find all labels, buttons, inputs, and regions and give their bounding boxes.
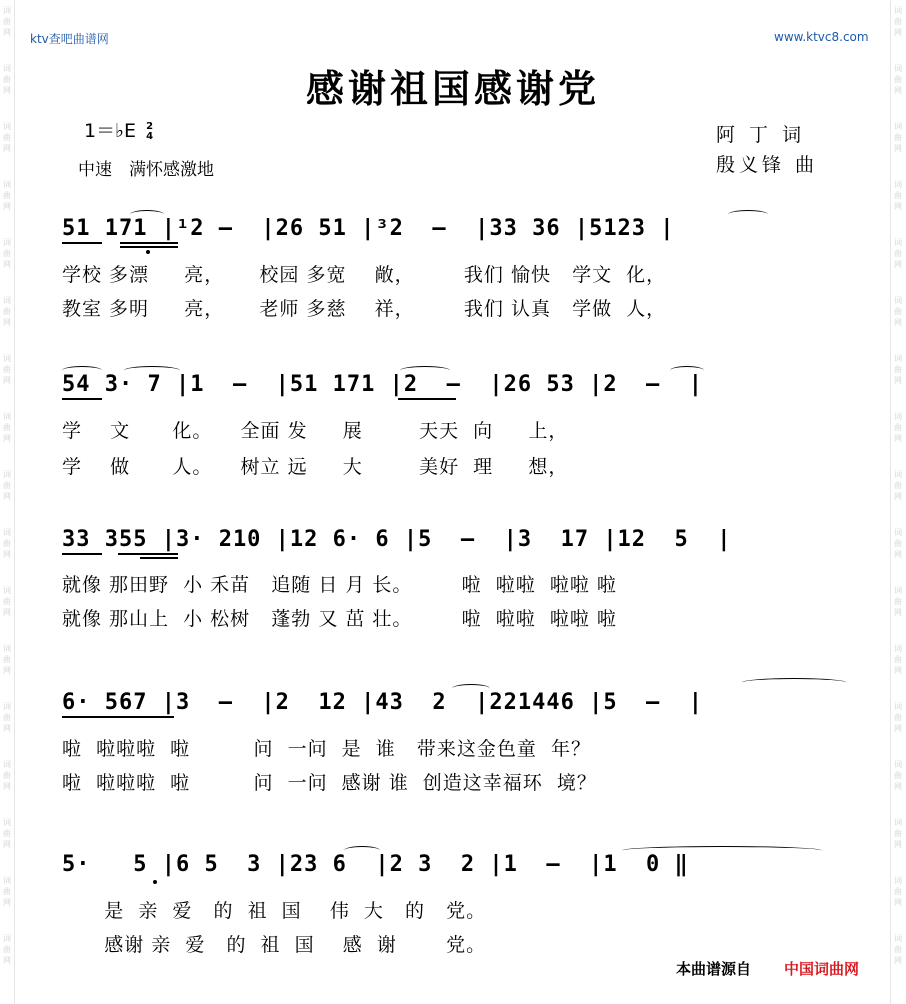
side-watermark-glyph: 词: [894, 412, 902, 421]
side-watermark-glyph: 词: [3, 122, 11, 131]
side-watermark-glyph: 曲: [894, 945, 902, 954]
side-watermark-glyph: 词: [894, 296, 902, 305]
side-watermark-glyph: 曲: [3, 655, 11, 664]
side-watermark-glyph: 词: [894, 586, 902, 595]
side-watermark-glyph: 网: [3, 956, 11, 965]
beam-underline: [398, 398, 456, 400]
side-watermark-glyph: 网: [894, 492, 902, 501]
side-watermark-glyph: 词: [894, 818, 902, 827]
side-watermark-glyph: 词: [3, 702, 11, 711]
side-watermark-glyph: 词: [3, 354, 11, 363]
side-watermark-glyph: 曲: [894, 133, 902, 142]
side-watermark-glyph: 网: [3, 144, 11, 153]
beam-underline: [62, 398, 102, 400]
side-watermark-glyph: 曲: [3, 481, 11, 490]
side-watermark-glyph: 词: [3, 876, 11, 885]
side-watermark-glyph: 词: [894, 238, 902, 247]
side-watermark-glyph: 词: [3, 180, 11, 189]
side-watermark-glyph: 网: [894, 956, 902, 965]
notation-line-3: 33 355 |3· 210 |12 6· 6 |5 – |3 17 |12 5 |: [62, 527, 732, 552]
slur-mark: [670, 366, 704, 375]
slur-mark: [344, 846, 380, 855]
side-watermark-glyph: 曲: [894, 655, 902, 664]
side-watermark-glyph: 词: [3, 412, 11, 421]
side-watermark-glyph: 词: [3, 586, 11, 595]
side-watermark-glyph: 网: [894, 666, 902, 675]
side-watermark-glyph: 网: [3, 898, 11, 907]
side-watermark-glyph: 曲: [3, 771, 11, 780]
side-watermark-glyph: 网: [894, 782, 902, 791]
side-watermark-glyph: 词: [894, 528, 902, 537]
side-watermark-glyph: 曲: [3, 945, 11, 954]
octave-dot: [153, 880, 157, 884]
side-watermark-glyph: 网: [3, 550, 11, 559]
side-watermark-glyph: 曲: [894, 481, 902, 490]
side-watermark-glyph: 网: [3, 260, 11, 269]
side-watermark-glyph: 网: [894, 898, 902, 907]
side-watermark-glyph: 网: [3, 608, 11, 617]
side-watermark-glyph: 曲: [3, 17, 11, 26]
side-watermark-glyph: 曲: [3, 365, 11, 374]
side-watermark-glyph: 曲: [3, 423, 11, 432]
side-watermark-glyph: 曲: [894, 423, 902, 432]
side-watermark-glyph: 曲: [894, 191, 902, 200]
side-watermark-glyph: 曲: [3, 829, 11, 838]
beam-underline: [62, 553, 102, 555]
side-watermark-glyph: 词: [894, 934, 902, 943]
side-watermark-glyph: 词: [3, 238, 11, 247]
side-watermark-glyph: 曲: [894, 713, 902, 722]
side-watermark-glyph: 词: [3, 528, 11, 537]
octave-dot: [146, 250, 150, 254]
side-watermark-glyph: 网: [3, 840, 11, 849]
side-watermark-glyph: 网: [3, 86, 11, 95]
side-watermark-glyph: 曲: [3, 307, 11, 316]
beam-underline: [120, 242, 178, 244]
site-watermark-left: ktv查吧曲谱网: [30, 32, 109, 46]
side-watermark-glyph: 词: [894, 64, 902, 73]
side-watermark-glyph: 曲: [894, 365, 902, 374]
lyric-line-3-verse1: 就像 那田野 小 禾苗 追随 日 月 长。 啦 啦啦 啦啦 啦: [62, 574, 617, 596]
side-watermark-glyph: 曲: [3, 539, 11, 548]
lyric-line-2-verse2: 学 做 人。 树立 远 大 美好 理 想，: [62, 456, 569, 478]
key-signature: [84, 116, 153, 143]
lyric-line-3-verse2: 就像 那山上 小 松树 蓬勃 又 茁 壮。 啦 啦啦 啦啦 啦: [62, 608, 617, 630]
side-watermark-glyph: 词: [3, 934, 11, 943]
slur-mark: [728, 210, 768, 219]
side-watermark-glyph: 网: [894, 144, 902, 153]
side-watermark-glyph: 词: [894, 354, 902, 363]
left-watermark-strip: [0, 0, 15, 1004]
side-watermark-glyph: 词: [3, 644, 11, 653]
side-watermark-glyph: 网: [3, 318, 11, 327]
side-watermark-glyph: 曲: [894, 307, 902, 316]
side-watermark-glyph: 词: [894, 876, 902, 885]
time-sig-top: 2: [146, 120, 154, 132]
side-watermark-glyph: 网: [894, 202, 902, 211]
side-watermark-glyph: 曲: [3, 191, 11, 200]
side-watermark-glyph: 网: [894, 434, 902, 443]
side-watermark-glyph: 网: [3, 666, 11, 675]
side-watermark-glyph: 网: [894, 28, 902, 37]
side-watermark-glyph: 词: [3, 818, 11, 827]
side-watermark-glyph: 网: [3, 376, 11, 385]
lyric-line-1-verse2: 教室 多明 亮， 老师 多慈 祥， 我们 认真 学做 人，: [62, 298, 667, 320]
beam-underline: [120, 246, 178, 248]
composer-credit: 殷义锋 曲: [716, 154, 819, 176]
side-watermark-glyph: 网: [894, 608, 902, 617]
side-watermark-glyph: 网: [894, 318, 902, 327]
time-signature: [146, 122, 153, 142]
side-watermark-glyph: 曲: [894, 75, 902, 84]
side-watermark-glyph: 曲: [3, 133, 11, 142]
side-watermark-glyph: 词: [3, 760, 11, 769]
side-watermark-glyph: 词: [894, 180, 902, 189]
side-watermark-glyph: 词: [894, 702, 902, 711]
side-watermark-glyph: 曲: [3, 713, 11, 722]
side-watermark-glyph: 网: [894, 376, 902, 385]
side-watermark-glyph: 曲: [894, 249, 902, 258]
right-watermark-strip: [890, 0, 905, 1004]
slur-mark: [62, 366, 102, 375]
side-watermark-glyph: 网: [3, 28, 11, 37]
side-watermark-glyph: 网: [894, 840, 902, 849]
beam-underline: [118, 553, 178, 555]
tempo-marking: 中速 满怀感激地: [78, 160, 214, 180]
lyric-line-4-verse2: 啦 啦啦啦 啦 问 一问 感谢 谁 创造这幸福环 境？: [62, 772, 597, 794]
tie-mark: [622, 846, 822, 855]
notation-line-5: 5· 5 |6 5 3 |23 6 |2 3 2 |1 – |1 0 ‖: [62, 852, 689, 877]
beam-underline: [62, 242, 102, 244]
side-watermark-glyph: 词: [3, 470, 11, 479]
slur-mark: [130, 210, 164, 219]
beam-underline: [140, 557, 178, 559]
side-watermark-glyph: 曲: [894, 597, 902, 606]
side-watermark-glyph: 曲: [894, 887, 902, 896]
side-watermark-glyph: 词: [894, 760, 902, 769]
source-site-link[interactable]: 中国词曲网: [784, 960, 860, 978]
side-watermark-glyph: 网: [894, 86, 902, 95]
notation-line-1: 51 171 |¹2 – |26 51 |³2 – |33 36 |5123 |: [62, 216, 675, 241]
lyricist-credit: 阿 丁 词: [716, 124, 806, 146]
slur-mark: [124, 366, 180, 375]
side-watermark-glyph: 网: [894, 260, 902, 269]
beam-underline: [62, 716, 174, 718]
song-title: 感谢祖国感谢党: [305, 66, 600, 111]
lyric-line-2-verse1: 学 文 化。 全面 发 展 天天 向 上，: [62, 420, 569, 442]
slur-mark: [400, 366, 450, 375]
side-watermark-glyph: 网: [3, 724, 11, 733]
side-watermark-glyph: 网: [3, 492, 11, 501]
side-watermark-glyph: 曲: [3, 887, 11, 896]
lyric-line-1-verse1: 学校 多漂 亮， 校园 多宽 敞， 我们 愉快 学文 化，: [62, 264, 667, 286]
slur-mark: [452, 684, 490, 693]
tie-mark: [742, 678, 846, 687]
side-watermark-glyph: 曲: [3, 597, 11, 606]
side-watermark-glyph: 词: [894, 6, 902, 15]
lyric-line-5-verse2: 感谢 亲 爱 的 祖 国 感 谢 党。: [62, 934, 487, 956]
side-watermark-glyph: 曲: [3, 249, 11, 258]
side-watermark-glyph: 词: [3, 64, 11, 73]
side-watermark-glyph: 词: [894, 122, 902, 131]
lyric-line-4-verse1: 啦 啦啦啦 啦 问 一问 是 谁 带来这金色童 年？: [62, 738, 591, 760]
side-watermark-glyph: 词: [3, 296, 11, 305]
side-watermark-glyph: 网: [3, 782, 11, 791]
side-watermark-glyph: 词: [894, 644, 902, 653]
side-watermark-glyph: 曲: [3, 75, 11, 84]
site-watermark-right: www.ktvc8.com: [774, 30, 869, 44]
side-watermark-glyph: 网: [3, 202, 11, 211]
side-watermark-glyph: 网: [3, 434, 11, 443]
source-label: 本曲谱源自: [676, 960, 752, 978]
side-watermark-glyph: 曲: [894, 17, 902, 26]
side-watermark-glyph: 词: [894, 470, 902, 479]
key-label: 1＝♭E: [84, 120, 137, 142]
side-watermark-glyph: 曲: [894, 829, 902, 838]
notation-line-4: 6· 567 |3 – |2 12 |43 2 |221446 |5 – |: [62, 690, 704, 715]
side-watermark-glyph: 曲: [894, 771, 902, 780]
side-watermark-glyph: 网: [894, 550, 902, 559]
side-watermark-glyph: 词: [3, 6, 11, 15]
side-watermark-glyph: 曲: [894, 539, 902, 548]
lyric-line-5-verse1: 是 亲 爱 的 祖 国 伟 大 的 党。: [62, 900, 487, 922]
side-watermark-glyph: 网: [894, 724, 902, 733]
time-sig-bottom: 4: [146, 130, 154, 142]
notation-line-2: 54 3· 7 |1 – |51 171 |2 – |26 53 |2 – |: [62, 372, 704, 397]
